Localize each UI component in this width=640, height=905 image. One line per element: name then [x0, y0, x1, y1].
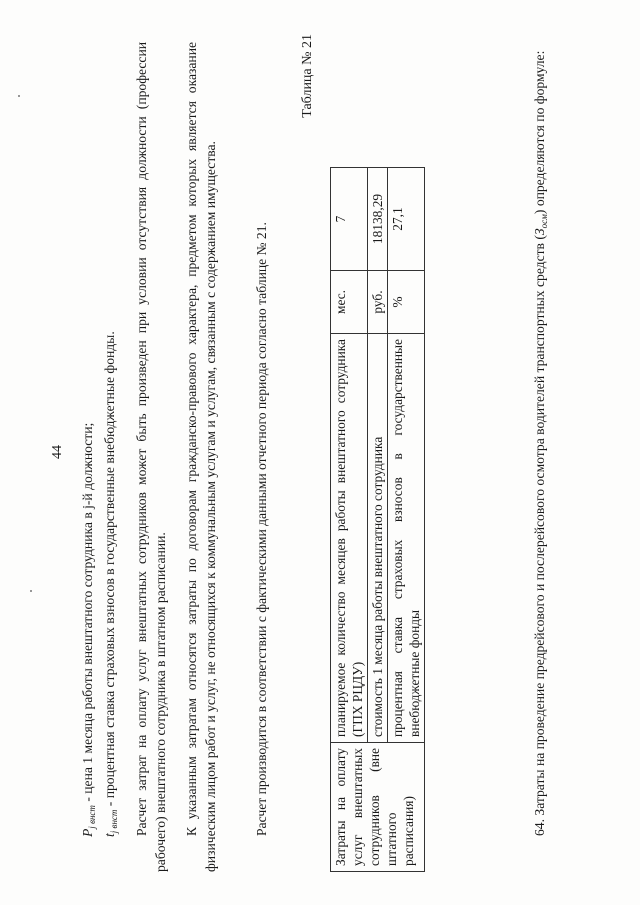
table-group-label: Затраты на оплату услуг внештатных сотрудников (вне штатного расписания) — [331, 743, 425, 872]
definition-rate: $t_{j внст}$ - процентная ставка страховых взносов в государственные внебюджетные фонды. — [102, 331, 119, 837]
paragraph-calculation-condition: Расчет затрат на оплату услуг внештатных сотрудников может быть произведен при условии отсутствия должности (профессии рабочего) внештатного сотрудника в штатном расписании. — [134, 42, 168, 872]
costs-table — [330, 167, 425, 872]
table-cell-value: 18138,29 — [368, 168, 388, 271]
paragraph-table-reference: Расчет производится в соответствии с фактическими данными отчетного периода согласно таблице № 21. — [254, 222, 269, 836]
rotated-document-page — [40, 22, 600, 882]
scan-speck — [18, 95, 20, 97]
table-cell-value: 7 — [331, 168, 368, 271]
table-cell-unit: руб. — [368, 271, 388, 334]
table-cell-value: 27,1 — [388, 168, 425, 271]
definition-price: $P_{j внст}$ - цена 1 месяца работы внештатного сотрудника в j-й должности; — [80, 422, 97, 837]
table-row — [331, 168, 368, 872]
paragraph-medical-check: 64. Затраты на проведение предрейсового и послерейсового осмотра водителей транспортных средств $(З_{осм})$ определяются по формуле: — [532, 50, 549, 836]
page-number: 44 — [50, 445, 65, 459]
table-cell-unit: мес. — [331, 271, 368, 334]
table-cell-desc: процентная ставка страховых взносов в государственные внебюджетные фонды — [388, 334, 425, 743]
table-title: Таблица № 21 — [300, 34, 315, 118]
table-cell-desc: планируемое количество месяцев работы внештатного сотрудника (ГПХ РЦДУ) — [331, 334, 368, 743]
paragraph-scope: К указанным затратам относятся затраты по договорам гражданско-правового характера, предметом которых является оказание физическим лицом работ и услуг, не относящихся к коммунальным услугам и услугам, связанным с содержанием имущества. — [184, 42, 218, 872]
table-cell-unit: % — [388, 271, 425, 334]
table-cell-desc: стоимость 1 месяца работы внештатного сотрудника — [368, 334, 388, 743]
scan-speck — [30, 590, 32, 592]
